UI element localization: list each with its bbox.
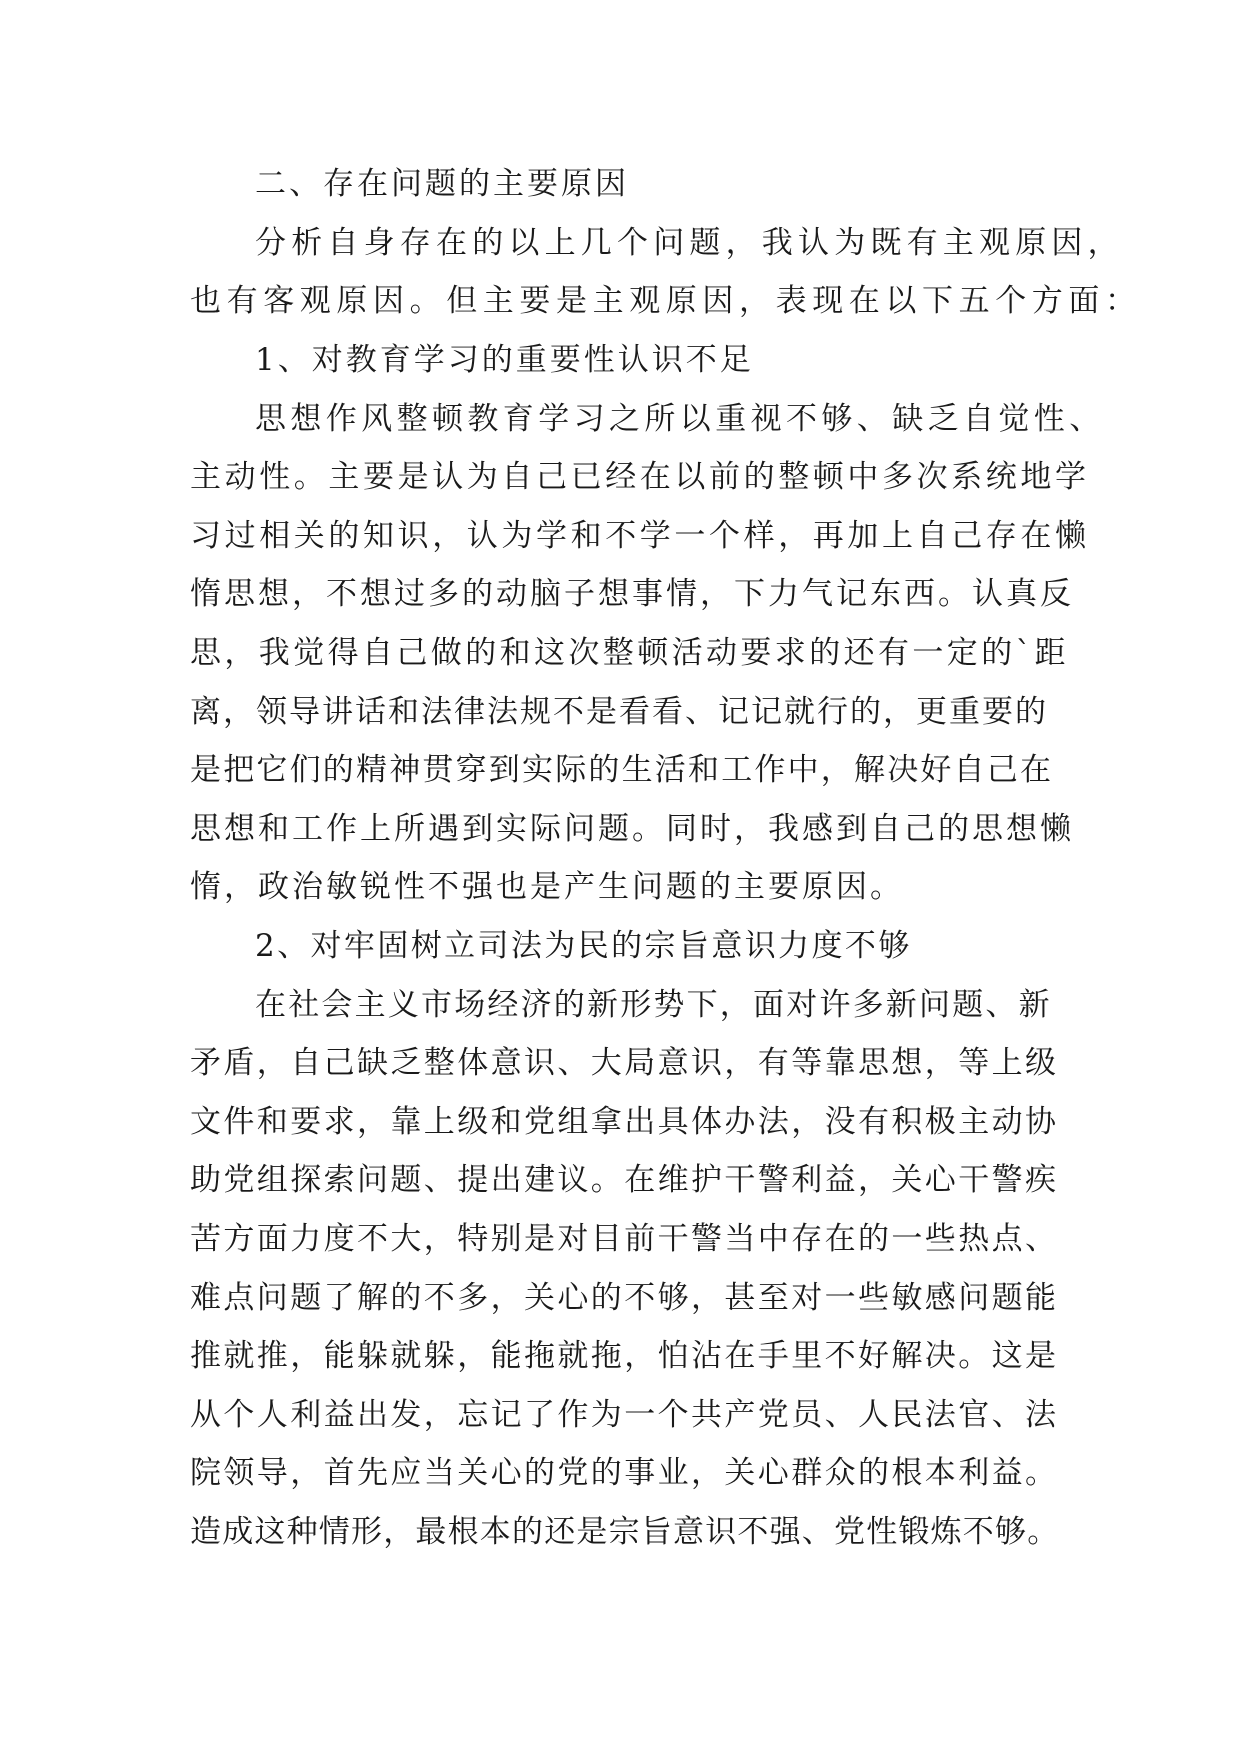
paragraph-line: 是把它们的精神贯穿到实际的生活和工作中，解决好自己在 xyxy=(190,752,1054,788)
paragraph-line: 思，我觉得自己做的和这次整顿活动要求的还有一定的`距 xyxy=(190,635,1069,671)
paragraph-line: 助党组探索问题、提出建议。在维护干警利益，关心干警疾 xyxy=(190,1162,1059,1198)
paragraph-line: 造成这种情形，最根本的还是宗旨意识不强、党性锻炼不够。 xyxy=(190,1514,1060,1550)
paragraph-line: 思想作风整顿教育学习之所以重视不够、缺乏自觉性、 xyxy=(255,401,1105,437)
subsection-heading: 2、对牢固树立司法为民的宗旨意识力度不够 xyxy=(255,928,912,964)
paragraph-line: 惰，政治敏锐性不强也是产生问题的主要原因。 xyxy=(190,869,904,905)
paragraph-line: 推就推，能躲就躲，能拖就拖，怕沾在手里不好解决。这是 xyxy=(190,1338,1059,1374)
paragraph-line: 离，领导讲话和法律法规不是看看、记记就行的，更重要的 xyxy=(190,694,1048,730)
subsection-heading: 1、对教育学习的重要性认识不足 xyxy=(255,342,754,378)
paragraph-line: 习过相关的知识，认为学和不学一个样，再加上自己存在懒 xyxy=(190,518,1090,554)
paragraph-line: 矛盾，自己缺乏整体意识、大局意识，有等靠思想，等上级 xyxy=(190,1045,1059,1081)
paragraph-line: 思想和工作上所遇到实际问题。同时，我感到自己的思想懒 xyxy=(190,811,1074,847)
paragraph-line: 分析自身存在的以上几个问题，我认为既有主观原因， xyxy=(255,225,1124,261)
paragraph-line: 难点问题了解的不多，关心的不够，甚至对一些敏感问题能 xyxy=(190,1280,1059,1316)
paragraph-line: 也有客观原因。但主要是主观原因，表现在以下五个方面： xyxy=(190,283,1142,319)
paragraph-line: 文件和要求，靠上级和党组拿出具体办法，没有积极主动协 xyxy=(190,1104,1059,1140)
paragraph-line: 在社会主义市场经济的新形势下，面对许多新问题、新 xyxy=(255,987,1052,1023)
paragraph-line: 主动性。主要是认为自己已经在以前的整顿中多次系统地学 xyxy=(190,459,1090,495)
section-heading: 二、存在问题的主要原因 xyxy=(255,166,629,202)
paragraph-line: 从个人利益出发，忘记了作为一个共产党员、人民法官、法 xyxy=(190,1397,1059,1433)
paragraph-line: 院领导，首先应当关心的党的事业，关心群众的根本利益。 xyxy=(190,1455,1059,1491)
paragraph-line: 苦方面力度不大，特别是对目前干警当中存在的一些热点、 xyxy=(190,1221,1059,1257)
paragraph-line: 惰思想，不想过多的动脑子想事情，下力气记东西。认真反 xyxy=(190,576,1074,612)
